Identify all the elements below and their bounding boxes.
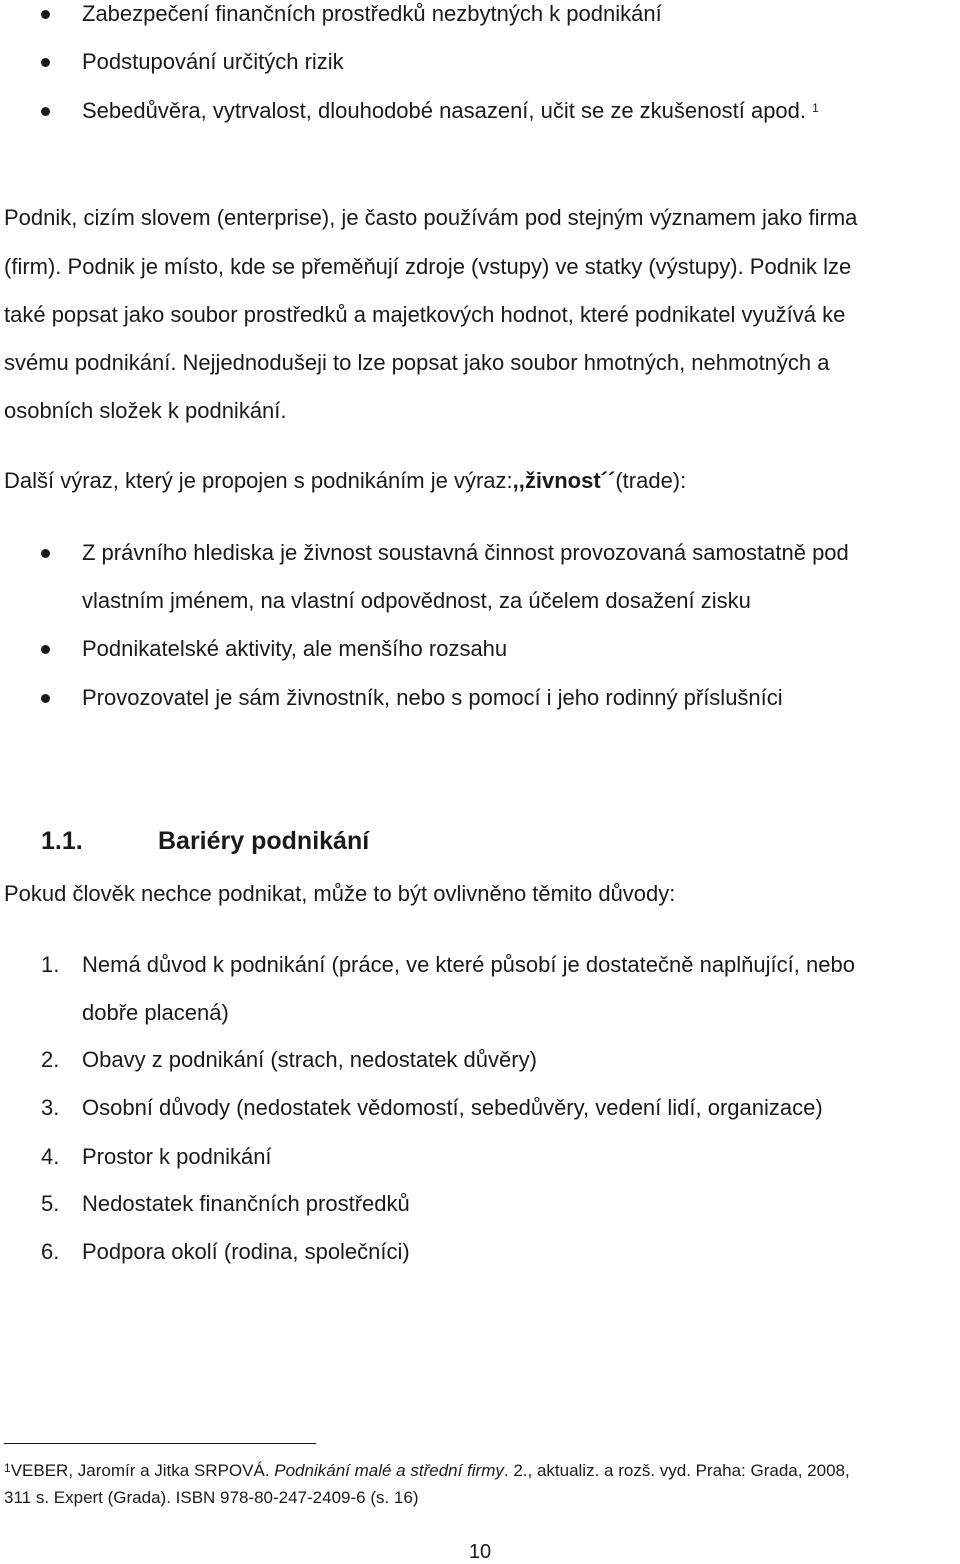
section-title: Bariéry podnikání (158, 827, 370, 855)
bullet-icon (41, 645, 50, 654)
section-intro: Pokud člověk nechce podnikat, může to být ovlivněno těmito důvody: (4, 881, 676, 906)
list-number: 1. (41, 952, 60, 977)
footnote-line2: 311 s. Expert (Grada). ISBN 978-80-247-2409-6 (s. 16) (4, 1488, 419, 1507)
list-number: 4. (41, 1144, 60, 1169)
footnote-text: . 2., aktualiz. a rozš. vyd. Praha: Grada, 2008, (503, 1461, 850, 1480)
paragraph-text: Další výraz, který je propojen s podnikáním je výraz: (4, 468, 513, 493)
bullet-icon (41, 694, 50, 703)
list-item: Podnikatelské aktivity, ale menšího rozsahu (82, 636, 508, 661)
list-item: Prostor k podnikání (82, 1144, 272, 1169)
list-item: Nemá důvod k podnikání (práce, ve které působí je dostatečně naplňující, nebo (82, 952, 855, 977)
list-item: Podstupování určitých rizik (82, 49, 344, 74)
list-item: Osobní důvody (nedostatek vědomostí, sebedůvěry, vedení lidí, organizace) (82, 1095, 823, 1120)
bullet-icon (41, 10, 50, 19)
bullet-icon (41, 107, 50, 116)
list-number: 5. (41, 1191, 60, 1216)
paragraph-text: (trade): (615, 468, 687, 493)
term-zivnost: ,,živnost´´ (512, 468, 616, 493)
footnote-book-title: Podnikání malé a střední firmy (274, 1461, 504, 1480)
paragraph-line: také popsat jako soubor prostředků a majetkových hodnot, které podnikatel využívá ke (4, 302, 846, 327)
paragraph-line: (firm). Podnik je místo, kde se přeměňují zdroje (vstupy) ve statky (výstupy). Podnik lze (4, 254, 852, 279)
list-item: Provozovatel je sám živnostník, nebo s pomocí i jeho rodinný příslušníci (82, 685, 783, 710)
footnote (4, 1460, 850, 1482)
list-number: 2. (41, 1047, 60, 1072)
list-number: 6. (41, 1239, 60, 1264)
list-item-continuation: dobře placená) (82, 1000, 229, 1025)
section-number: 1.1. (41, 827, 83, 855)
paragraph-line: svému podnikání. Nejjednodušeji to lze popsat jako soubor hmotných, nehmotných a (4, 350, 830, 375)
list-item: Sebedůvěra, vytrvalost, dlouhodobé nasazení, učit se ze zkušeností apod. $^1$ (82, 98, 819, 123)
paragraph-line: osobních složek k podnikání. (4, 398, 287, 423)
list-item: Zabezpečení finančních prostředků nezbytných k podnikání (82, 1, 662, 26)
bullet-icon (41, 549, 50, 558)
list-item: Podpora okolí (rodina, společníci) (82, 1239, 410, 1264)
footnote-reference: 1 (812, 101, 819, 115)
list-item: Z právního hlediska je živnost soustavná činnost provozovaná samostatně pod (82, 540, 849, 565)
paragraph-line: Podnik, cizím slovem (enterprise), je často používám pod stejným významem jako firma (4, 205, 858, 230)
list-item: Obavy z podnikání (strach, nedostatek důvěry) (82, 1047, 537, 1072)
list-item-continuation: vlastním jménem, na vlastní odpovědnost, za účelem dosažení zisku (82, 588, 751, 613)
list-number: 3. (41, 1095, 60, 1120)
paragraph-trade (4, 467, 686, 495)
footnote-mark: 1 (4, 1461, 11, 1475)
list-item: Nedostatek finančních prostředků (82, 1191, 410, 1216)
footnote-text: VEBER, Jaromír a Jitka SRPOVÁ. (10, 1461, 275, 1480)
bullet-icon (41, 58, 50, 67)
footnote-separator (4, 1443, 316, 1444)
page-number: 10 (468, 1541, 492, 1563)
